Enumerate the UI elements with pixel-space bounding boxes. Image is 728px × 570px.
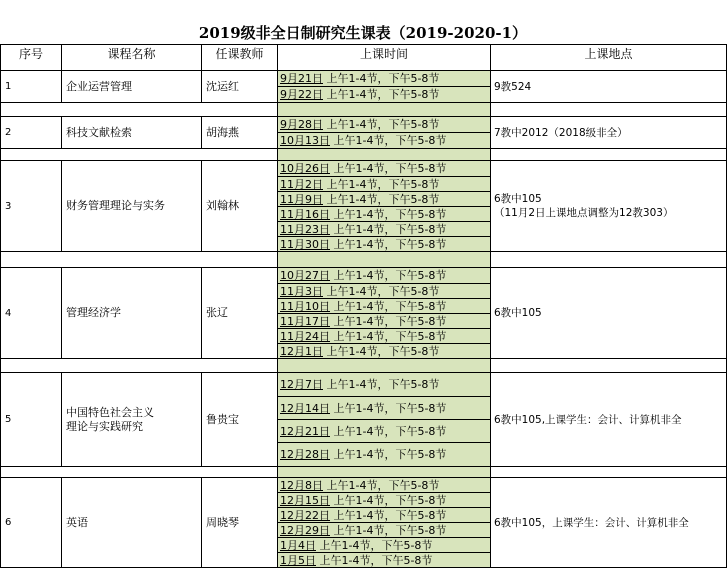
session-period: 上午1-4节，下午5-8节 — [326, 177, 440, 191]
session-date: 11月17日 — [280, 314, 330, 328]
grid-line — [726, 267, 727, 358]
session-period: 上午1-4节，下午5-8节 — [333, 269, 447, 282]
session-time[interactable] — [278, 553, 490, 567]
course-name[interactable]: 英语 — [66, 515, 88, 529]
grid-line — [277, 267, 278, 358]
grid-line — [726, 102, 727, 116]
location-line: 6教中105,上课学生：会计、计算机非全 — [494, 413, 682, 426]
grid-line — [277, 328, 491, 329]
grid-line — [277, 313, 491, 314]
grid-line — [0, 70, 727, 71]
course-location[interactable] — [491, 71, 726, 102]
grid-line — [277, 86, 491, 87]
grid-line — [201, 267, 202, 358]
location-line: 6教中105 — [494, 193, 542, 205]
grid-line — [277, 206, 491, 207]
course-teacher[interactable]: 张辽 — [206, 306, 228, 319]
header-no[interactable]: 序号 — [18, 47, 43, 61]
session-period: 上午1-4节，下午5-8节 — [333, 329, 447, 343]
grid-line — [0, 251, 1, 267]
session-period: 上午1-4节，下午5-8节 — [333, 222, 447, 236]
separator-time-fill — [278, 467, 490, 477]
grid-line — [277, 70, 278, 102]
session-period: 上午1-4节，下午5-8节 — [333, 401, 447, 415]
session-period: 上午1-4节，下午5-8节 — [326, 118, 440, 131]
session-time[interactable] — [278, 397, 490, 419]
separator-time-fill — [278, 103, 490, 116]
session-time[interactable] — [278, 71, 490, 86]
course-teacher[interactable]: 沈运红 — [206, 79, 239, 93]
session-time[interactable] — [278, 133, 490, 148]
grid-line — [490, 251, 491, 267]
session-time[interactable] — [278, 478, 490, 492]
grid-line — [277, 102, 278, 116]
session-date: 11月16日 — [280, 207, 330, 221]
grid-line — [61, 160, 62, 251]
grid-line — [726, 372, 727, 466]
session-period: 上午1-4节，下午5-8节 — [326, 192, 440, 206]
course-location[interactable] — [491, 268, 726, 358]
grid-line — [726, 251, 727, 267]
grid-line — [61, 477, 62, 567]
grid-line — [277, 522, 491, 523]
session-time[interactable] — [278, 493, 490, 507]
session-period: 上午1-4节，下午5-8节 — [333, 493, 447, 507]
grid-line — [0, 116, 1, 148]
location-line: 7教中2012（2018级非全） — [494, 126, 628, 139]
grid-line — [0, 102, 1, 116]
session-time[interactable] — [278, 373, 490, 396]
separator-time-fill — [278, 252, 490, 267]
grid-line — [726, 160, 727, 251]
header-time[interactable]: 上课时间 — [359, 47, 408, 61]
session-time[interactable] — [278, 237, 490, 251]
course-location[interactable] — [491, 117, 726, 148]
grid-line — [61, 70, 62, 102]
session-time[interactable] — [278, 268, 490, 283]
session-time[interactable] — [278, 344, 490, 358]
session-date: 11月24日 — [280, 329, 330, 343]
course-teacher[interactable]: 胡海燕 — [206, 125, 239, 139]
session-date: 10月26日 — [280, 162, 330, 175]
grid-line — [490, 477, 491, 567]
grid-line — [726, 116, 727, 148]
session-period: 上午1-4节，下午5-8节 — [326, 72, 440, 85]
grid-line — [277, 552, 491, 553]
grid-line — [0, 477, 1, 567]
session-date: 12月1日 — [280, 344, 323, 358]
grid-line — [277, 236, 491, 237]
page-title: 2019级非全日制研究生课表（2019-2020-1） — [198, 24, 528, 42]
grid-line — [201, 477, 202, 567]
grid-line — [201, 372, 202, 466]
course-location[interactable] — [491, 478, 726, 567]
session-time[interactable] — [278, 117, 490, 132]
session-date: 12月28日 — [280, 448, 330, 461]
session-time[interactable] — [278, 523, 490, 537]
course-location[interactable] — [491, 161, 726, 251]
grid-line — [277, 343, 491, 344]
course-number: 4 — [5, 307, 12, 319]
course-teacher[interactable]: 周晓琴 — [206, 515, 239, 529]
session-period: 上午1-4节，下午5-8节 — [333, 299, 447, 313]
grid-line — [277, 191, 491, 192]
grid-line — [490, 44, 491, 70]
location-line: 6教中105 — [494, 307, 542, 319]
session-time[interactable] — [278, 284, 490, 298]
grid-line — [0, 148, 1, 160]
session-period: 上午1-4节，下午5-8节 — [319, 538, 433, 552]
grid-line — [726, 466, 727, 477]
session-date: 12月22日 — [280, 508, 330, 522]
session-period: 上午1-4节，下午5-8节 — [333, 134, 447, 147]
session-time[interactable] — [278, 329, 490, 343]
grid-line — [0, 567, 727, 568]
grid-line — [490, 102, 491, 116]
session-period: 上午1-4节，下午5-8节 — [326, 378, 440, 391]
session-time[interactable] — [278, 207, 490, 221]
session-date: 12月29日 — [280, 523, 330, 537]
session-time[interactable] — [278, 538, 490, 552]
grid-line — [61, 372, 62, 466]
grid-line — [490, 267, 491, 358]
grid-line — [490, 372, 491, 466]
grid-line — [490, 70, 491, 102]
session-time[interactable] — [278, 420, 490, 442]
course-name[interactable]: 财务管理理论与实务 — [66, 199, 165, 212]
course-location[interactable] — [491, 373, 726, 466]
course-number: 2 — [5, 127, 12, 138]
grid-line — [0, 372, 1, 466]
grid-line — [490, 466, 491, 477]
grid-line — [726, 44, 727, 70]
location-line: 9教524 — [494, 80, 532, 93]
grid-line — [0, 70, 1, 102]
grid-line — [61, 44, 62, 70]
grid-line — [277, 372, 278, 466]
session-period: 上午1-4节，下午5-8节 — [333, 508, 447, 522]
session-time[interactable] — [278, 192, 490, 206]
location-line: 6教中105，上课学生：会计、计算机非全 — [494, 516, 689, 529]
grid-line — [726, 358, 727, 372]
session-time[interactable] — [278, 161, 490, 176]
session-period: 上午1-4节，下午5-8节 — [326, 88, 440, 101]
grid-line — [0, 160, 1, 251]
session-date: 9月28日 — [280, 118, 323, 131]
separator-time-fill — [278, 359, 490, 372]
session-time[interactable] — [278, 87, 490, 102]
session-period: 上午1-4节，下午5-8节 — [333, 314, 447, 328]
grid-line — [0, 44, 1, 70]
grid-line — [61, 267, 62, 358]
header-teacher[interactable]: 任课教师 — [215, 47, 264, 61]
grid-line — [277, 44, 278, 70]
session-date: 12月8日 — [280, 478, 323, 492]
session-time[interactable] — [278, 314, 490, 328]
session-period: 上午1-4节，下午5-8节 — [333, 448, 447, 461]
session-date: 10月13日 — [280, 134, 330, 147]
grid-line — [277, 419, 491, 420]
session-period: 上午1-4节，下午5-8节 — [333, 237, 447, 251]
session-date: 11月10日 — [280, 299, 330, 313]
grid-line — [201, 116, 202, 148]
session-time[interactable] — [278, 299, 490, 313]
grid-line — [277, 507, 491, 508]
grid-line — [490, 160, 491, 251]
grid-line — [277, 132, 491, 133]
course-number: 5 — [5, 414, 12, 425]
session-date: 12月15日 — [280, 493, 330, 507]
session-date: 9月22日 — [280, 88, 323, 101]
session-time[interactable] — [278, 443, 490, 466]
session-date: 1月4日 — [280, 538, 316, 552]
session-date: 10月27日 — [280, 269, 330, 282]
session-date: 12月7日 — [280, 378, 323, 391]
course-name[interactable]: 企业运营管理 — [66, 79, 132, 93]
session-period: 上午1-4节，下午5-8节 — [326, 478, 440, 492]
grid-line — [277, 466, 278, 477]
grid-line — [726, 148, 727, 160]
session-period: 上午1-4节，下午5-8节 — [326, 344, 440, 358]
grid-line — [277, 477, 278, 567]
grid-line — [277, 492, 491, 493]
course-teacher[interactable]: 鲁贵宝 — [206, 412, 239, 426]
separator-time-fill — [278, 149, 490, 160]
course-name[interactable]: 管理经济学 — [66, 306, 121, 319]
header-course[interactable]: 课程名称 — [107, 47, 156, 61]
location-line: （11月2日上课地点调整为12教303） — [494, 207, 674, 219]
grid-line — [0, 267, 1, 358]
course-name[interactable]: 科技文献检索 — [66, 125, 132, 139]
grid-line — [201, 70, 202, 102]
grid-line — [0, 160, 727, 161]
grid-line — [726, 477, 727, 567]
session-date: 12月21日 — [280, 424, 330, 438]
grid-line — [277, 148, 278, 160]
grid-line — [0, 477, 727, 478]
grid-line — [0, 44, 727, 45]
grid-line — [0, 358, 1, 372]
session-period: 上午1-4节，下午5-8节 — [333, 207, 447, 221]
header-place[interactable]: 上课地点 — [584, 47, 633, 61]
grid-line — [0, 267, 727, 268]
grid-line — [277, 298, 491, 299]
course-name[interactable]: 中国特色社会主义理论与实践研究 — [66, 405, 154, 433]
grid-line — [277, 396, 491, 397]
session-period: 上午1-4节，下午5-8节 — [326, 284, 440, 298]
course-number: 6 — [5, 517, 12, 528]
session-time[interactable] — [278, 508, 490, 522]
grid-line — [490, 358, 491, 372]
session-time[interactable] — [278, 177, 490, 191]
session-date: 12月14日 — [280, 401, 330, 415]
course-teacher[interactable]: 刘翰林 — [206, 199, 239, 212]
grid-line — [277, 442, 491, 443]
session-time[interactable] — [278, 222, 490, 236]
grid-line — [277, 358, 278, 372]
grid-line — [277, 537, 491, 538]
session-period: 上午1-4节，下午5-8节 — [319, 553, 433, 567]
grid-line — [201, 44, 202, 70]
grid-line — [726, 70, 727, 102]
session-date: 9月21日 — [280, 72, 323, 85]
session-date: 1月5日 — [280, 553, 316, 567]
session-period: 上午1-4节，下午5-8节 — [333, 523, 447, 537]
grid-line — [277, 283, 491, 284]
grid-line — [490, 148, 491, 160]
grid-line — [201, 160, 202, 251]
session-date: 11月3日 — [280, 284, 323, 298]
grid-line — [277, 251, 278, 267]
session-period: 上午1-4节，下午5-8节 — [333, 424, 447, 438]
course-number: 3 — [5, 200, 12, 212]
grid-line — [0, 116, 727, 117]
course-number: 1 — [5, 81, 12, 92]
grid-line — [490, 116, 491, 148]
grid-line — [61, 116, 62, 148]
grid-line — [277, 176, 491, 177]
grid-line — [277, 160, 278, 251]
grid-line — [0, 466, 1, 477]
grid-line — [0, 372, 727, 373]
grid-line — [277, 116, 278, 148]
session-period: 上午1-4节，下午5-8节 — [333, 162, 447, 175]
grid-line — [277, 221, 491, 222]
session-date: 11月30日 — [280, 237, 330, 251]
session-date: 11月23日 — [280, 222, 330, 236]
session-date: 11月2日 — [280, 177, 323, 191]
session-date: 11月9日 — [280, 192, 323, 206]
